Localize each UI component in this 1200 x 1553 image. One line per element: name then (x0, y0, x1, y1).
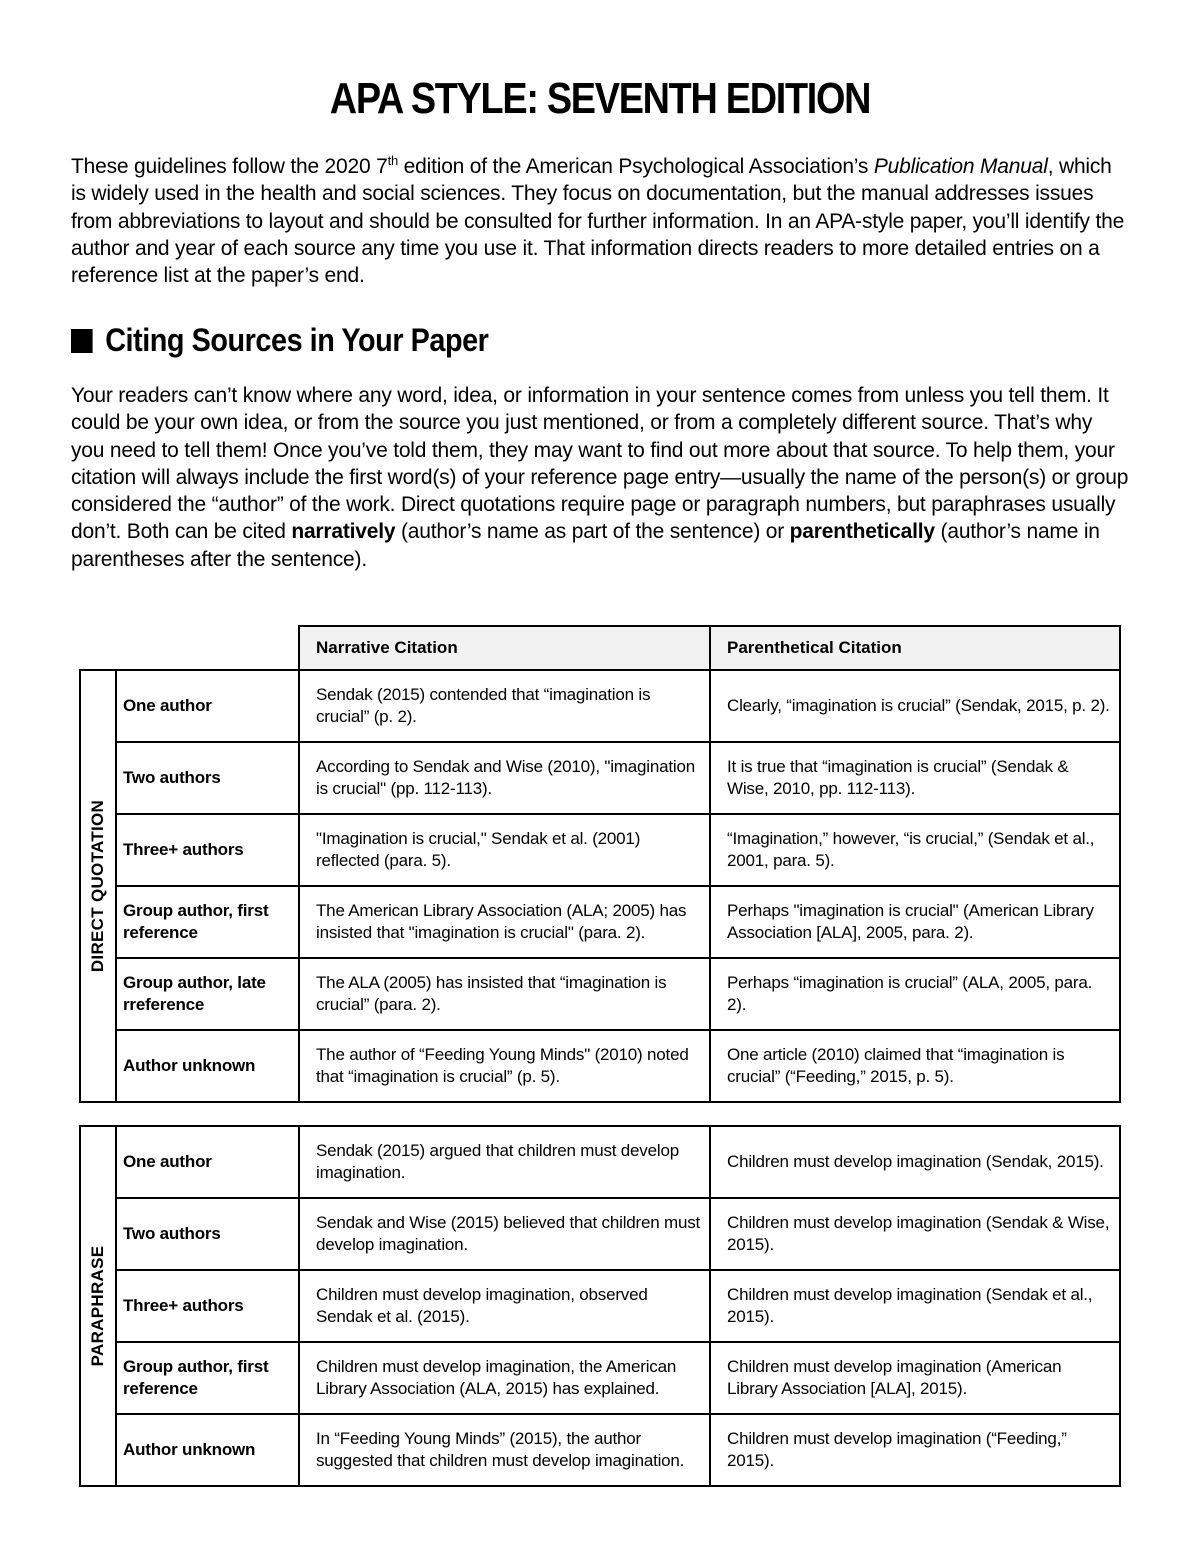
square-bullet-icon (71, 329, 93, 353)
parenthetical-example: Perhaps "imagination is crucial" (American Library Association [ALA], 2005, para. 2). (710, 886, 1120, 958)
table-row (80, 1414, 1120, 1486)
table-row (80, 1342, 1120, 1414)
table-row (80, 1270, 1120, 1342)
narrative-example: In “Feeding Young Minds” (2015), the author suggested that children must develop imagination. (299, 1414, 710, 1486)
narrative-example: "Imagination is crucial," Sendak et al. (2001) reflected (para. 5). (299, 814, 710, 886)
parenthetical-example: “Imagination,” however, “is crucial,” (Sendak et al., 2001, para. 5). (710, 814, 1120, 886)
narrative-example: Children must develop imagination, observed Sendak et al. (2015). (299, 1270, 710, 1342)
intro-paragraph: These guidelines follow the 2020 7th edition of the American Psychological Association’s Publication Manual, which is widely used in the health and social sciences. They focus on documentation, but the manual addresses issues from abbreviations to layout and should be consulted for further information. In an APA-style paper, you’ll identify the author and year of each source any time you use it. That information directs readers to more detailed entries on a reference list at the paper’s end. (71, 153, 1125, 288)
table-row (80, 814, 1120, 886)
narrative-example: The ALA (2005) has insisted that “imagination is crucial” (para. 2). (299, 958, 710, 1030)
citation-type: Two authors (116, 1198, 299, 1270)
narrative-example: Sendak (2015) contended that “imagination is crucial” (p. 2). (299, 670, 710, 742)
citation-type: Author unknown (116, 1414, 299, 1486)
narrative-example: Sendak and Wise (2015) believed that children must develop imagination. (299, 1198, 710, 1270)
header-narrative-citation: Narrative Citation (299, 626, 710, 670)
paraphrase-table (79, 1125, 1121, 1487)
narrative-example: The author of “Feeding Young Minds" (2010) noted that “imagination is crucial” (p. 5). (299, 1030, 710, 1102)
header-parenthetical-citation: Parenthetical Citation (710, 626, 1120, 670)
citation-type: Group author, first reference (116, 886, 299, 958)
citation-type: Two authors (116, 742, 299, 814)
citation-type: One author (116, 670, 299, 742)
citation-type: Three+ authors (116, 1270, 299, 1342)
citation-type: Group author, first reference (116, 1342, 299, 1414)
direct-quotation-side-label: DIRECT QUOTATION (80, 670, 116, 1102)
parenthetical-example: Clearly, “imagination is crucial” (Sendak, 2015, p. 2). (710, 670, 1120, 742)
table-row (80, 742, 1120, 814)
table-row (80, 1198, 1120, 1270)
citation-type: Author unknown (116, 1030, 299, 1102)
section-heading: Citing Sources in Your Paper (71, 322, 488, 359)
citation-type: One author (116, 1126, 299, 1198)
parenthetical-example: Children must develop imagination (“Feeding,” 2015). (710, 1414, 1120, 1486)
narrative-example: The American Library Association (ALA; 2005) has insisted that "imagination is crucial" (para. 2). (299, 886, 710, 958)
narrative-example: Children must develop imagination, the American Library Association (ALA, 2015) has explained. (299, 1342, 710, 1414)
parenthetical-example: Children must develop imagination (Sendak et al., 2015). (710, 1270, 1120, 1342)
citation-type: Group author, late rreference (116, 958, 299, 1030)
citation-type: Three+ authors (116, 814, 299, 886)
narrative-example: Sendak (2015) argued that children must develop imagination. (299, 1126, 710, 1198)
page-title: APA STYLE: SEVENTH EDITION (329, 74, 871, 123)
parenthetical-example: It is true that “imagination is crucial” (Sendak & Wise, 2010, pp. 112-113). (710, 742, 1120, 814)
parenthetical-example: Perhaps “imagination is crucial” (ALA, 2005, para. 2). (710, 958, 1120, 1030)
body-paragraph: Your readers can’t know where any word, idea, or information in your sentence comes from unless you tell them. It could be your own idea, or from the source you just mentioned, or from a completely different source. That’s why you need to tell them! Once you’ve told them, they may want to find out more about that source. To help them, your citation will always include the first word(s) of your reference page entry—usually the name of the person(s) or group considered the “author” of the work. Direct quotations require page or paragraph numbers, but paraphrases usually don’t. Both can be cited narratively (author’s name as part of the sentence) or parenthetically (author’s name in parentheses after the sentence). (71, 384, 1129, 571)
direct-quotation-table (79, 625, 1121, 1103)
parenthetical-example: Children must develop imagination (American Library Association [ALA], 2015). (710, 1342, 1120, 1414)
paraphrase-side-label: PARAPHRASE (80, 1126, 116, 1486)
table-row (80, 670, 1120, 742)
table-row (80, 886, 1120, 958)
parenthetical-example: Children must develop imagination (Sendak, 2015). (710, 1126, 1120, 1198)
narrative-example: According to Sendak and Wise (2010), "imagination is crucial" (pp. 112-113). (299, 742, 710, 814)
parenthetical-example: Children must develop imagination (Sendak & Wise, 2015). (710, 1198, 1120, 1270)
table-row (80, 1126, 1120, 1198)
parenthetical-example: One article (2010) claimed that “imagination is crucial” (“Feeding,” 2015, p. 5). (710, 1030, 1120, 1102)
table-row (80, 958, 1120, 1030)
table-row (80, 1030, 1120, 1102)
